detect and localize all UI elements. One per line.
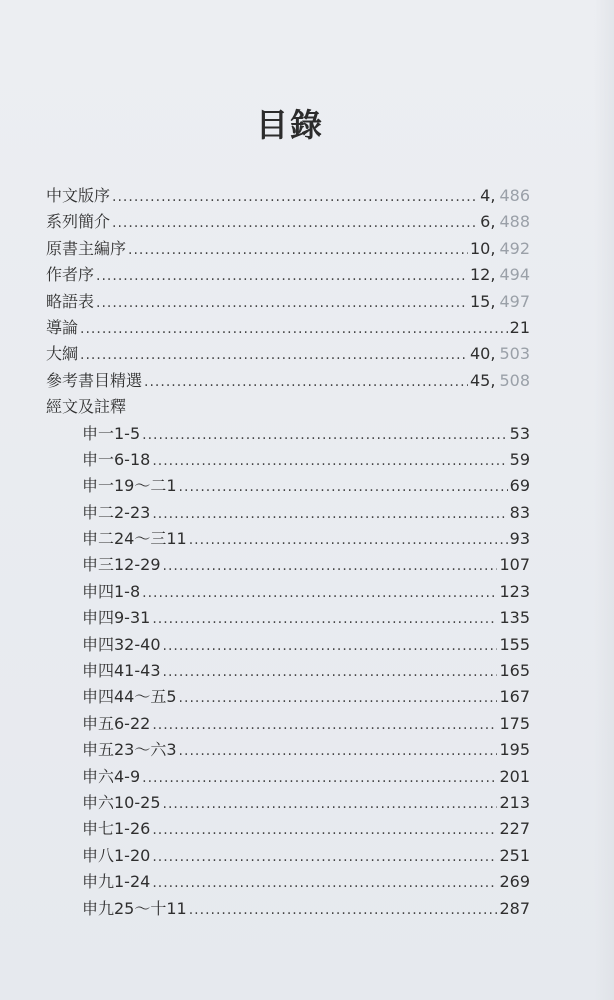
toc-sub-entry [46, 711, 530, 737]
dot-leader [112, 210, 478, 236]
toc-sub-entry [46, 500, 530, 526]
dot-leader [80, 342, 468, 368]
toc-sub-entry-page: 227 [499, 819, 530, 839]
toc-entry-page: 21 [509, 317, 530, 337]
toc-sub-entry-label: 申四32-40 [82, 634, 161, 654]
toc-sub-entry-label: 申一6-18 [82, 449, 151, 469]
toc-entry-page: 12 [470, 265, 491, 285]
dot-leader [179, 738, 498, 764]
dot-leader [152, 817, 497, 843]
dot-leader [189, 527, 508, 553]
toc-sub-entry-label: 申六10-25 [82, 792, 161, 812]
toc-sub-entry-page: 251 [499, 845, 530, 865]
toc-entry-label: 原書主編序 [46, 238, 127, 258]
toc-sub-entry [46, 843, 530, 869]
toc-sub-entry-page: 135 [499, 608, 530, 628]
toc-sub-entry [46, 896, 530, 922]
dot-leader [96, 290, 468, 316]
toc-sub-entry [46, 816, 530, 842]
toc-sub-entry-page: 69 [509, 476, 530, 496]
toc-section-heading [46, 394, 530, 420]
toc-sub-entry-page: 165 [499, 661, 530, 681]
toc-sub-entry-page: 287 [499, 898, 530, 918]
toc-entry-label: 大綱 [46, 344, 79, 364]
toc-sub-entry [46, 605, 530, 631]
toc-sub-entry [46, 684, 530, 710]
toc-entry: 系列簡介 ..... 6 , 488 [46, 209, 530, 235]
toc-sub-entry-label: 申四1-8 [82, 581, 141, 601]
toc-entry-label: 中文版序 [46, 186, 111, 205]
toc-sub-entry-label: 申九25～十11 [82, 898, 187, 918]
toc-sub-entry [46, 632, 530, 658]
dot-leader [163, 659, 498, 685]
toc-sub-entry-page: 167 [499, 687, 530, 707]
toc-sub-entry [46, 421, 530, 447]
toc-sub-entry-page: 107 [499, 555, 530, 575]
toc-sub-entry-page: 155 [499, 634, 530, 654]
toc-entry: 大綱 ..... 40 , 503 [46, 341, 530, 367]
toc-sub-entry-page: 123 [499, 581, 530, 601]
toc-entry-label: 作者序 [46, 265, 95, 285]
dot-leader [189, 897, 498, 923]
toc-entry-label: 參考書目精選 [46, 370, 143, 390]
dot-leader [163, 553, 498, 579]
dot-leader [152, 448, 507, 474]
toc-entry-alt-page: 492 [499, 238, 530, 258]
toc-entry-label: 經文及註釋 [46, 397, 127, 417]
toc-sub-entry [46, 579, 530, 605]
toc-sub-entry-label: 申六4-9 [82, 766, 141, 786]
toc-entry-label: 導論 [46, 317, 79, 337]
toc-sub-entry-label: 申二2-23 [82, 502, 151, 522]
toc-sub-entry-page: 59 [509, 449, 530, 469]
dot-leader [142, 422, 508, 448]
toc-entry-page: 40 [470, 344, 491, 364]
toc-sub-entry-label: 申四44～五5 [82, 687, 177, 707]
dot-leader [179, 685, 498, 711]
toc-sub-entry-label: 申三12-29 [82, 555, 161, 575]
table-of-contents [46, 183, 530, 922]
toc-entry-label: 略語表 [46, 291, 95, 311]
dot-leader [179, 474, 508, 500]
toc-entry: 參考書目精選 ..... 45 , 508 [46, 368, 530, 394]
toc-entry-page: 15 [470, 291, 491, 311]
toc-sub-entry [46, 552, 530, 578]
toc-sub-entry-label: 申九1-24 [82, 872, 151, 892]
page-edge-shadow [594, 0, 614, 1000]
toc-sub-entry-page: 195 [499, 740, 530, 760]
toc-sub-entry [46, 869, 530, 895]
toc-sub-entry [46, 526, 530, 552]
toc-sub-entry [46, 473, 530, 499]
toc-entry: 略語表 ..... 15 , 497 [46, 289, 530, 315]
dot-leader [152, 501, 507, 527]
toc-sub-entry-label: 申五6-22 [82, 713, 151, 733]
toc-entry-alt-page: 488 [499, 212, 530, 232]
toc-entry-alt-page: 494 [499, 265, 530, 285]
toc-entry-label: 系列簡介 [46, 212, 111, 232]
toc-sub-entry-page: 83 [509, 502, 530, 522]
toc-sub-entry-label: 申五23～六3 [82, 740, 177, 760]
toc-entry-page: 6 [480, 212, 491, 232]
toc-entry [46, 315, 530, 341]
dot-leader [163, 791, 498, 817]
dot-leader [144, 369, 468, 395]
toc-entry: 中文版序 ..... 4 , 486 [46, 183, 530, 209]
dot-leader [112, 184, 478, 210]
toc-sub-entry-page: 175 [499, 713, 530, 733]
dot-leader [152, 712, 497, 738]
toc-entry-page: 4 [480, 186, 491, 205]
page-title: 目錄 [255, 106, 324, 144]
toc-entry-page: 45 [470, 370, 491, 390]
toc-sub-entry-page: 93 [509, 529, 530, 549]
dot-leader [152, 870, 497, 896]
toc-sub-entry-label: 申七1-26 [82, 819, 151, 839]
toc-sub-entry-page: 201 [499, 766, 530, 786]
toc-entry-alt-page: 497 [499, 291, 530, 311]
toc-sub-entry-page: 213 [499, 792, 530, 812]
toc-entry-alt-page: 486 [499, 186, 530, 205]
toc-sub-entry-page: 53 [509, 423, 530, 443]
toc-entry: 作者序 ..... 12 , 494 [46, 262, 530, 288]
toc-sub-entry-label: 申二24～三11 [82, 529, 187, 549]
toc-sub-entry [46, 658, 530, 684]
toc-entry-alt-page: 503 [499, 344, 530, 364]
toc-sub-entry-page: 269 [499, 872, 530, 892]
toc-sub-entry-label: 申八1-20 [82, 845, 151, 865]
toc-entry-page: 10 [470, 238, 491, 258]
toc-sub-entry [46, 790, 530, 816]
dot-leader [152, 606, 497, 632]
toc-sub-entry [46, 764, 530, 790]
dot-leader [96, 263, 468, 289]
toc-sub-entry-label: 申四41-43 [82, 661, 161, 681]
dot-leader [152, 844, 497, 870]
toc-entry: 原書主編序 ..... 10 , 492 [46, 236, 530, 262]
toc-entry-alt-page: 508 [499, 370, 530, 390]
toc-sub-entry [46, 737, 530, 763]
toc-sub-entry-label: 申四9-31 [82, 608, 151, 628]
toc-sub-entry [46, 447, 530, 473]
dot-leader [163, 633, 498, 659]
toc-sub-entry-label: 申一1-5 [82, 423, 141, 443]
dot-leader [80, 316, 508, 342]
dot-leader [142, 580, 497, 606]
toc-sub-entry-label: 申一19～二1 [82, 476, 177, 496]
dot-leader [142, 765, 497, 791]
dot-leader [128, 237, 468, 263]
